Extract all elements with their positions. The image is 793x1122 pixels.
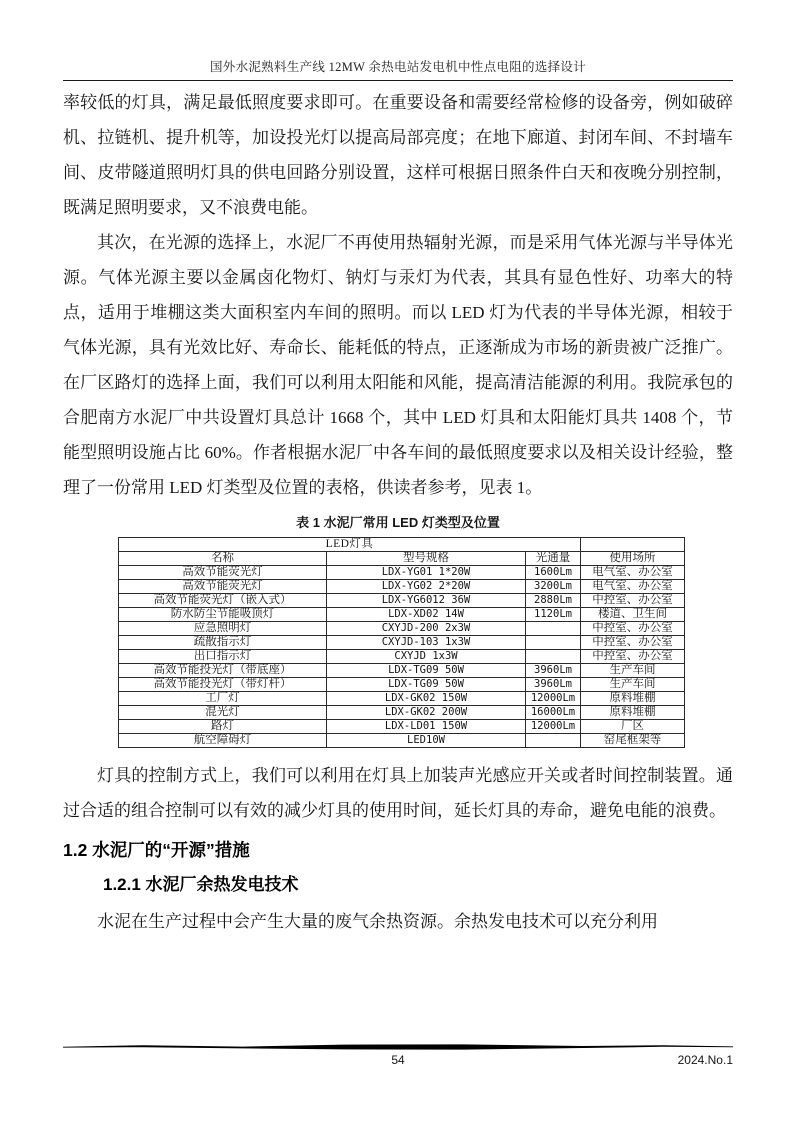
cell-model: LDX-XD02 14W (327, 608, 526, 622)
table-row (119, 692, 685, 706)
cell-name: 出口指示灯 (119, 650, 327, 664)
cell-location: 楼道、卫生间 (581, 608, 685, 622)
led-lamp-table (118, 537, 685, 748)
cell-flux: 3960Lm (526, 678, 581, 692)
table-row (119, 664, 685, 678)
table-row (119, 608, 685, 622)
table-row (119, 594, 685, 608)
cell-location: 中控室、办公室 (581, 594, 685, 608)
table-row (119, 720, 685, 734)
cell-name: 路灯 (119, 720, 327, 734)
cell-flux: 3200Lm (526, 580, 581, 594)
cell-model: LDX-YG02 2*20W (327, 580, 526, 594)
column-header-name: 名称 (119, 552, 327, 566)
table-caption: 表 1 水泥厂常用 LED 灯类型及位置 (296, 515, 500, 530)
table-row (119, 678, 685, 692)
cell-name: 应急照明灯 (119, 622, 327, 636)
cell-flux (526, 622, 581, 636)
cell-name: 高效节能投光灯（带灯杆） (119, 678, 327, 692)
page-number: 54 (391, 1053, 405, 1067)
cell-name: 高效节能荧光灯 (119, 566, 327, 580)
cell-location: 生产车间 (581, 678, 685, 692)
cell-model: LDX-YG6012 36W (327, 594, 526, 608)
table-group-empty-cell (581, 538, 685, 552)
cell-flux: 12000Lm (526, 720, 581, 734)
cell-model: CXYJD-103 1x3W (327, 636, 526, 650)
cell-flux: 12000Lm (526, 692, 581, 706)
cell-flux (526, 734, 581, 748)
cell-location: 窑尾框架等 (581, 734, 685, 748)
footer-text-row (63, 1053, 733, 1071)
cell-name: 高效节能荧光灯 (119, 580, 327, 594)
cell-model: LDX-YG01 1*20W (327, 566, 526, 580)
cell-location: 电气室、办公室 (581, 580, 685, 594)
cell-location: 厂区 (581, 720, 685, 734)
paragraph-waste-heat: 水泥在生产过程中会产生大量的废气余热资源。余热发电技术可以充分利用 (97, 912, 658, 931)
paragraph-light-sources: 其次，在光源的选择上，水泥厂不再使用热辐射光源，而是采用气体光源与半导体光源。气体光源主要以金属卤化物灯、钠灯与汞灯为代表，其具有显色性好、功率大的特点，适用于堆棚这类大面积室内车间的照明。而以 LED 灯为代表的半导体光源，相较于气体光源，具有光效比好、寿命长、能耗低的特点，正逐渐成为市场的新贵被广泛推广。在厂区路灯的选择上面，我们可以利用太阳能和风能，提高清洁能源的利用。我院承包的合肥南方水泥厂中共设置灯具总计 1668 个，其中 LED 灯具和太阳能灯具共 1408 个，节能型照明设施占比 60%。作者根据水泥厂中各车间的最低照度要求以及相关设计经验，整理了一份常用 LED 灯类型及位置的表格，供读者参考，见表 1。 (63, 233, 733, 497)
cell-model: LDX-GK02 200W (327, 706, 526, 720)
cell-location: 电气室、办公室 (581, 566, 685, 580)
cell-flux: 1120Lm (526, 608, 581, 622)
cell-flux: 2880Lm (526, 594, 581, 608)
page-footer (63, 1042, 733, 1071)
table-group-header-cell: LED灯具 (119, 538, 581, 552)
cell-location: 中控室、办公室 (581, 650, 685, 664)
section-heading-1-2: 1.2 水泥厂的“开源”措施 (63, 840, 250, 860)
cell-flux: 3960Lm (526, 664, 581, 678)
cell-model: CXYJD 1x3W (327, 650, 526, 664)
subsection-heading-1-2-1: 1.2.1 水泥厂余热发电技术 (103, 875, 299, 894)
cell-name: 疏散指示灯 (119, 636, 327, 650)
table-header-row (119, 552, 685, 566)
cell-model: LDX-TG09 50W (327, 678, 526, 692)
table-row (119, 650, 685, 664)
cell-model: CXYJD-200 2x3W (327, 622, 526, 636)
column-header-model: 型号规格 (327, 552, 526, 566)
page-header (63, 57, 733, 81)
column-header-flux: 光通量 (526, 552, 581, 566)
table-row (119, 706, 685, 720)
cell-location: 原料堆棚 (581, 706, 685, 720)
cell-model: LDX-LD01 150W (327, 720, 526, 734)
table-group-row (119, 538, 685, 552)
cell-model: LDX-TG09 50W (327, 664, 526, 678)
cell-model: LED10W (327, 734, 526, 748)
cell-name: 航空障碍灯 (119, 734, 327, 748)
column-header-location: 使用场所 (581, 552, 685, 566)
page-body (63, 85, 733, 939)
table-row (119, 566, 685, 580)
cell-name: 混光灯 (119, 706, 327, 720)
cell-flux (526, 636, 581, 650)
issue-label: 2024.No.1 (677, 1053, 733, 1067)
cell-flux (526, 650, 581, 664)
cell-name: 工厂灯 (119, 692, 327, 706)
cell-flux: 1600Lm (526, 566, 581, 580)
table-row (119, 622, 685, 636)
table-row (119, 734, 685, 748)
table-row (119, 580, 685, 594)
paragraph-continuation: 率较低的灯具，满足最低照度要求即可。在重要设备和需要经常检修的设备旁，例如破碎机、拉链机、提升机等，加设投光灯以提高局部亮度；在地下廊道、封闭车间、不封墙车间、皮带隧道照明灯具的供电回路分别设置，这样可根据日照条件白天和夜晚分别控制，既满足照明要求，又不浪费电能。 (63, 93, 733, 217)
cell-name: 高效节能荧光灯（嵌入式） (119, 594, 327, 608)
cell-name: 防水防尘节能吸顶灯 (119, 608, 327, 622)
cell-location: 生产车间 (581, 664, 685, 678)
cell-model: LDX-GK02 150W (327, 692, 526, 706)
cell-flux: 16000Lm (526, 706, 581, 720)
cell-name: 高效节能投光灯（带底座） (119, 664, 327, 678)
paragraph-lamp-control: 灯具的控制方式上，我们可以利用在灯具上加装声光感应开关或者时间控制装置。通过合适的组合控制可以有效的减少灯具的使用时间，延长灯具的寿命，避免电能的浪费。 (63, 766, 733, 820)
cell-location: 原料堆棚 (581, 692, 685, 706)
table-row (119, 636, 685, 650)
cell-location: 中控室、办公室 (581, 622, 685, 636)
footer-rule-line (63, 1042, 733, 1052)
running-head-title: 国外水泥熟料生产线 12MW 余热电站发电机中性点电阻的选择设计 (209, 60, 587, 74)
table-body (119, 566, 685, 748)
cell-location: 中控室、办公室 (581, 636, 685, 650)
